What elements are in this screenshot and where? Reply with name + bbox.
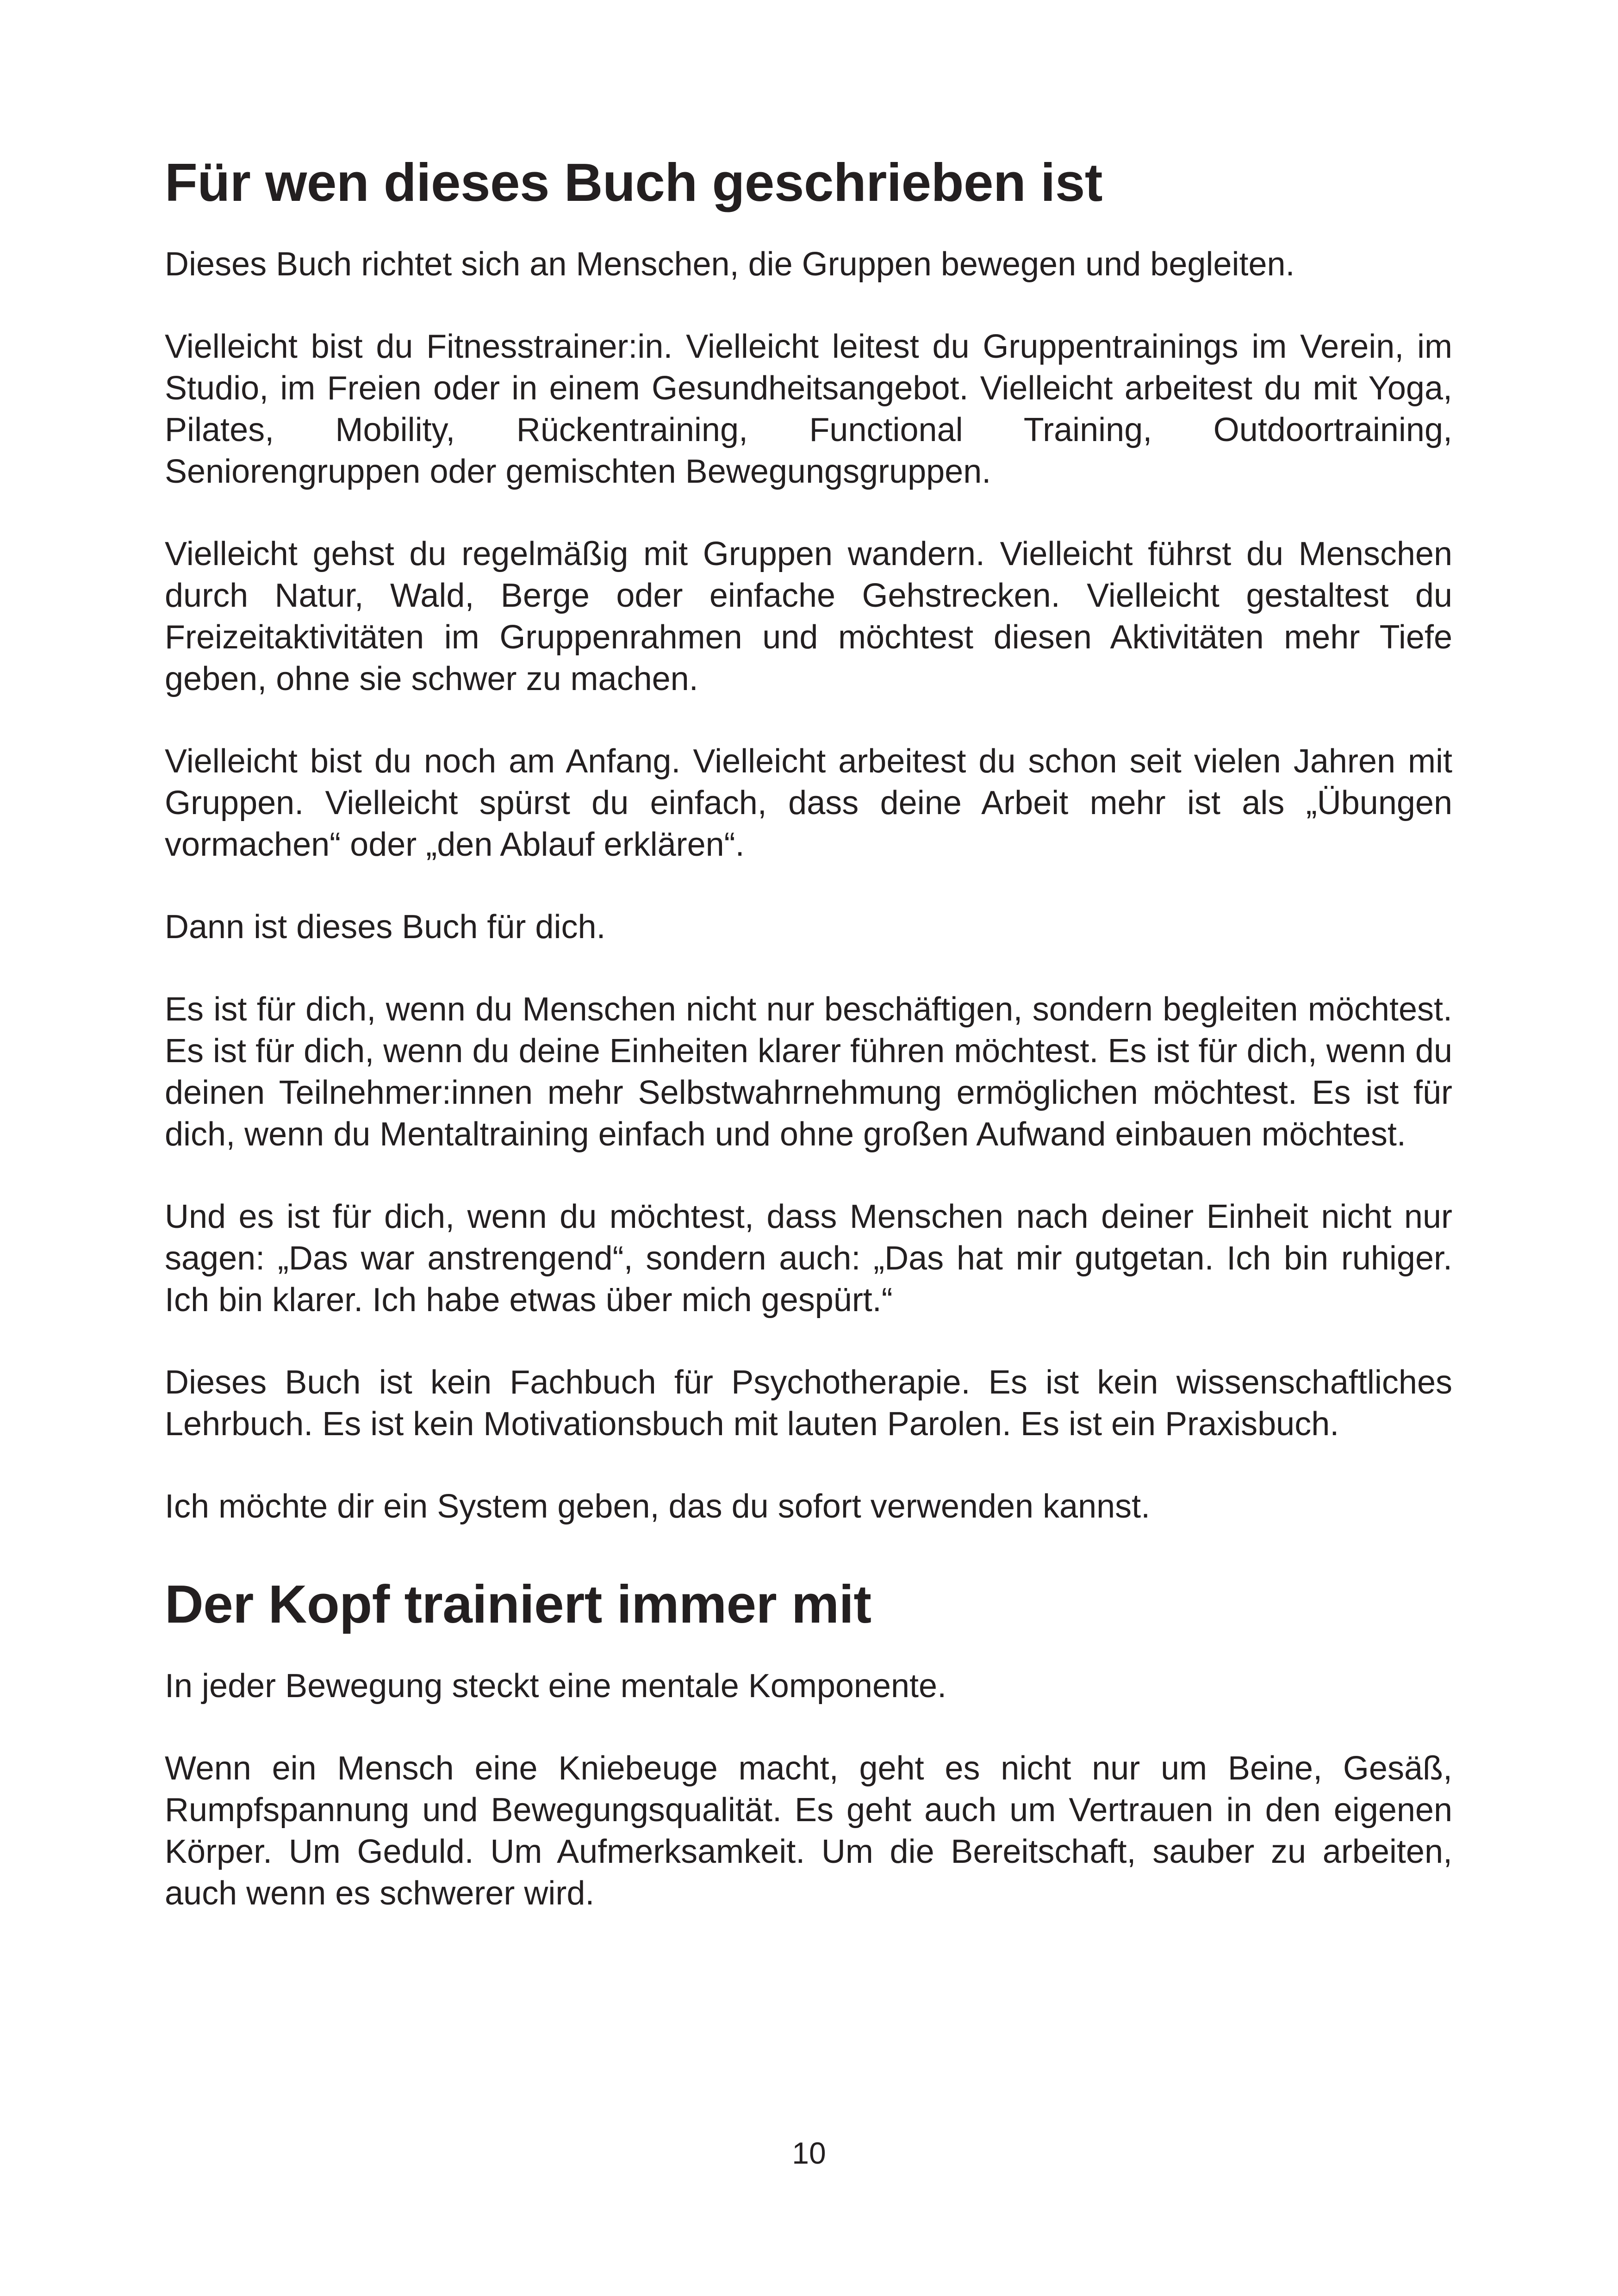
paragraph: Vielleicht bist du Fitnesstrainer:in. Vielleicht leitest du Gruppentrainings im Verein, im Studio, im Freien oder in einem Gesundheitsangebot. Vielleicht arbeitest du mit Yoga, Pilates, Mobility, Rückentraining, Functional Training, Outdoortraining, Seniorengruppen oder gemischten Bewegungsgruppen. (165, 328, 1452, 490)
paragraph: Dieses Buch ist kein Fachbuch für Psychotherapie. Es ist kein wissenschaftliches Lehrbuch. Es ist kein Motivationsbuch mit lauten Parolen. Es ist ein Praxisbuch. (165, 1364, 1452, 1443)
paragraph: Vielleicht bist du noch am Anfang. Vielleicht arbeitest du schon seit vielen Jahren mit Gruppen. Vielleicht spürst du einfach, dass deine Arbeit mehr ist als „Übungen vormachen“ oder „den Ablauf erklären“. (165, 743, 1452, 863)
paragraph: Wenn ein Mensch eine Kniebeuge macht, geht es nicht nur um Beine, Gesäß, Rumpfspannung und Bewegungsqualität. Es geht auch um Vertrauen in den eigenen Körper. Um Geduld. Um Aufmerksamkeit. Um die Bereitschaft, sauber zu arbeiten, auch wenn es schwerer wird. (165, 1750, 1452, 1912)
page-number: 10 (792, 2136, 826, 2170)
paragraph: Es ist für dich, wenn du Menschen nicht nur beschäftigen, sondern begleiten möchtest. Es ist für dich, wenn du deine Einheiten klarer führen möchtest. Es ist für dich, wenn du deinen Teilnehmer:innen mehr Selbstwahrnehmung ermöglichen möchtest. Es ist für dich, wenn du Mentaltraining einfach und ohne großen Aufwand einbauen möchtest. (165, 991, 1452, 1153)
paragraph: Vielleicht gehst du regelmäßig mit Gruppen wandern. Vielleicht führst du Menschen durch Natur, Wald, Berge oder einfache Gehstrecken. Vielleicht gestaltest du Freizeitaktivitäten im Gruppenrahmen und möchtest diesen Aktivitäten mehr Tiefe geben, ohne sie schwer zu machen. (165, 535, 1452, 697)
paragraph: Dann ist dieses Buch für dich. (165, 908, 606, 946)
paragraph: Und es ist für dich, wenn du möchtest, dass Menschen nach deiner Einheit nicht nur sagen: „Das war anstrengend“, sondern auch: „Das hat mir gutgetan. Ich bin ruhiger. Ich bin klarer. Ich habe etwas über mich gespürt.“ (165, 1198, 1452, 1319)
paragraph: Ich möchte dir ein System geben, das du sofort verwenden kannst. (165, 1488, 1151, 1525)
section-heading-target-audience: Für wen dieses Buch geschrieben ist (165, 152, 1102, 212)
section-heading-mind-trains: Der Kopf trainiert immer mit (165, 1574, 871, 1634)
page-content (165, 139, 1452, 1914)
paragraph: Dieses Buch richtet sich an Menschen, die Gruppen bewegen und begleiten. (165, 246, 1295, 283)
paragraph: In jeder Bewegung steckt eine mentale Komponente. (165, 1668, 947, 1705)
